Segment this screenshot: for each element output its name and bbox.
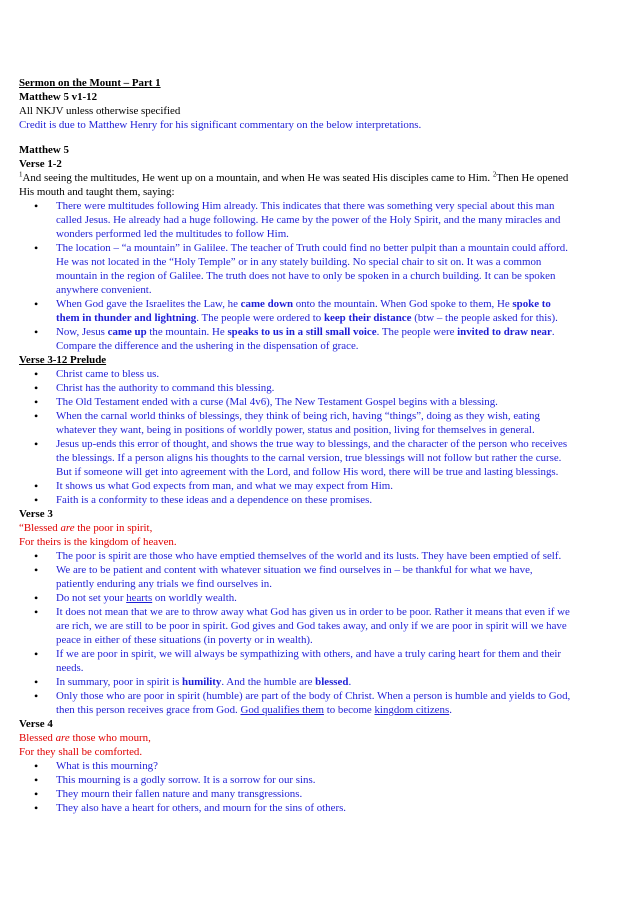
verse-1-2-text-cont: His mouth and taught them, saying: <box>19 186 175 198</box>
scripture-reference: Matthew 5 v1-12 <box>19 91 98 103</box>
list-item: • It shows us what God expects from man, and what we may expect from Him. <box>56 479 619 493</box>
verse-1-2-notes <box>19 199 619 353</box>
list-item: • Christ came to bless us. <box>56 367 619 381</box>
verse-4-heading: Verse 4 <box>19 718 53 730</box>
list-item: • We are to be patient and content with whatever situation we find ourselves in – be thankful for what we have, patiently enduring any trials we find ourselves in. <box>56 563 619 591</box>
credit-note: Credit is due to Matthew Henry for his significant commentary on the below interpretations. <box>19 119 422 131</box>
list-item: • There were multitudes following Him already. This indicates that there was something very special about this man called Jesus. He already had a huge following. He came by the power of the Holy Spirit, and the many miracles and wonders performed led the multitudes to follow Him. <box>56 199 619 241</box>
verse-4-quote-line-1: Blessed are those who mourn, <box>19 732 151 744</box>
list-item: • The Old Testament ended with a curse (Mal 4v6), The New Testament Gospel begins with a blessing. <box>56 395 619 409</box>
list-item: • It does not mean that we are to throw away what God has given us in order to be poor. Rather it means that even if we are rich, we are still to be poor in spirit. God gives and God takes away, and only if we are poor in spirit will we have peace in either of these situations (in poverty or in wealth). <box>56 605 619 647</box>
kingdom-citizens-link[interactable]: kingdom citizens <box>374 704 450 716</box>
list-item: • Jesus up-ends this error of thought, and shows the true way to blessings, and the character of the person who receives the blessings. If a person aligns his thoughts to the carnal version, true blessings will not follow but rather the curse. But if someone will get into agreement with the Lord, and follow His word, there will be true and lasting blessings. <box>56 437 619 479</box>
prelude-heading: Verse 3-12 Prelude <box>19 354 107 366</box>
list-item: • When God gave the Israelites the Law, he came down onto the mountain. When God spoke to them, He spoke to them in thunder and lightning. The people were ordered to keep their distance (btw – the people asked for this). <box>56 297 619 325</box>
list-item: • Faith is a conformity to these ideas and a dependence on these promises. <box>56 493 619 507</box>
verse-3-quote-line-1: “Blessed are the poor in spirit, <box>19 522 153 534</box>
book-heading: Matthew 5 <box>19 144 69 156</box>
list-item: • If we are poor in spirit, we will always be sympathizing with others, and have a truly caring heart for them and their needs. <box>56 647 619 675</box>
god-qualifies-them-link[interactable]: God qualifies them <box>240 704 324 716</box>
verse-1-2-heading: Verse 1-2 <box>19 158 62 170</box>
verse-1-2-text: $^1$And seeing the multitudes, He went up on a mountain, and when He was seated His disciples came to Him. $^2$Then He opened <box>19 170 569 184</box>
verse-3-notes <box>19 549 619 717</box>
prelude-notes <box>19 367 619 507</box>
list-item: • Do not set your hearts on worldly wealth. <box>56 591 619 605</box>
verse-4-quote-line-2: For they shall be comforted. <box>19 746 143 758</box>
document-title: Sermon on the Mount – Part 1 <box>19 77 161 89</box>
list-item: • Christ has the authority to command this blessing. <box>56 381 619 395</box>
list-item: • They also have a heart for others, and mourn for the sins of others. <box>56 801 619 815</box>
verse-3-heading: Verse 3 <box>19 508 53 520</box>
list-item: • Now, Jesus came up the mountain. He speaks to us in a still small voice. The people were invited to draw near. Compare the difference and the ushering in the dispensation of grace. <box>56 325 619 353</box>
list-item: • The location – “a mountain” in Galilee. The teacher of Truth could find no better pulpit than a mountain could afford. He was not located in the “Holy Temple” or in any stately building. No special chair to sit on. It was a common mountain in the region of Galilee. The truth does not have to only be spoken in a church building. It can be spoken anywhere convenient. <box>56 241 619 297</box>
document-page <box>19 76 619 815</box>
list-item: • This mourning is a godly sorrow. It is a sorrow for our sins. <box>56 773 619 787</box>
list-item: • When the carnal world thinks of blessings, they think of being rich, having “things”, doing as they wish, eating whatever they want, being in positions of worldly power, status and position, living for themselves in general. <box>56 409 619 437</box>
list-item: • In summary, poor in spirit is humility. And the humble are blessed. <box>56 675 619 689</box>
list-item: • The poor is spirit are those who have emptied themselves of the world and its lusts. They have been emptied of self. <box>56 549 619 563</box>
translation-note: All NKJV unless otherwise specified <box>19 105 181 117</box>
list-item: • Only those who are poor in spirit (humble) are part of the body of Christ. When a person is humble and yields to God, then this person receives grace from God. God qualifies them to become kingdom citizens. <box>56 689 619 717</box>
list-item: • They mourn their fallen nature and many transgressions. <box>56 787 619 801</box>
list-item: • What is this mourning? <box>56 759 619 773</box>
verse-3-quote-line-2: For theirs is the kingdom of heaven. <box>19 536 177 548</box>
verse-4-notes <box>19 759 619 815</box>
